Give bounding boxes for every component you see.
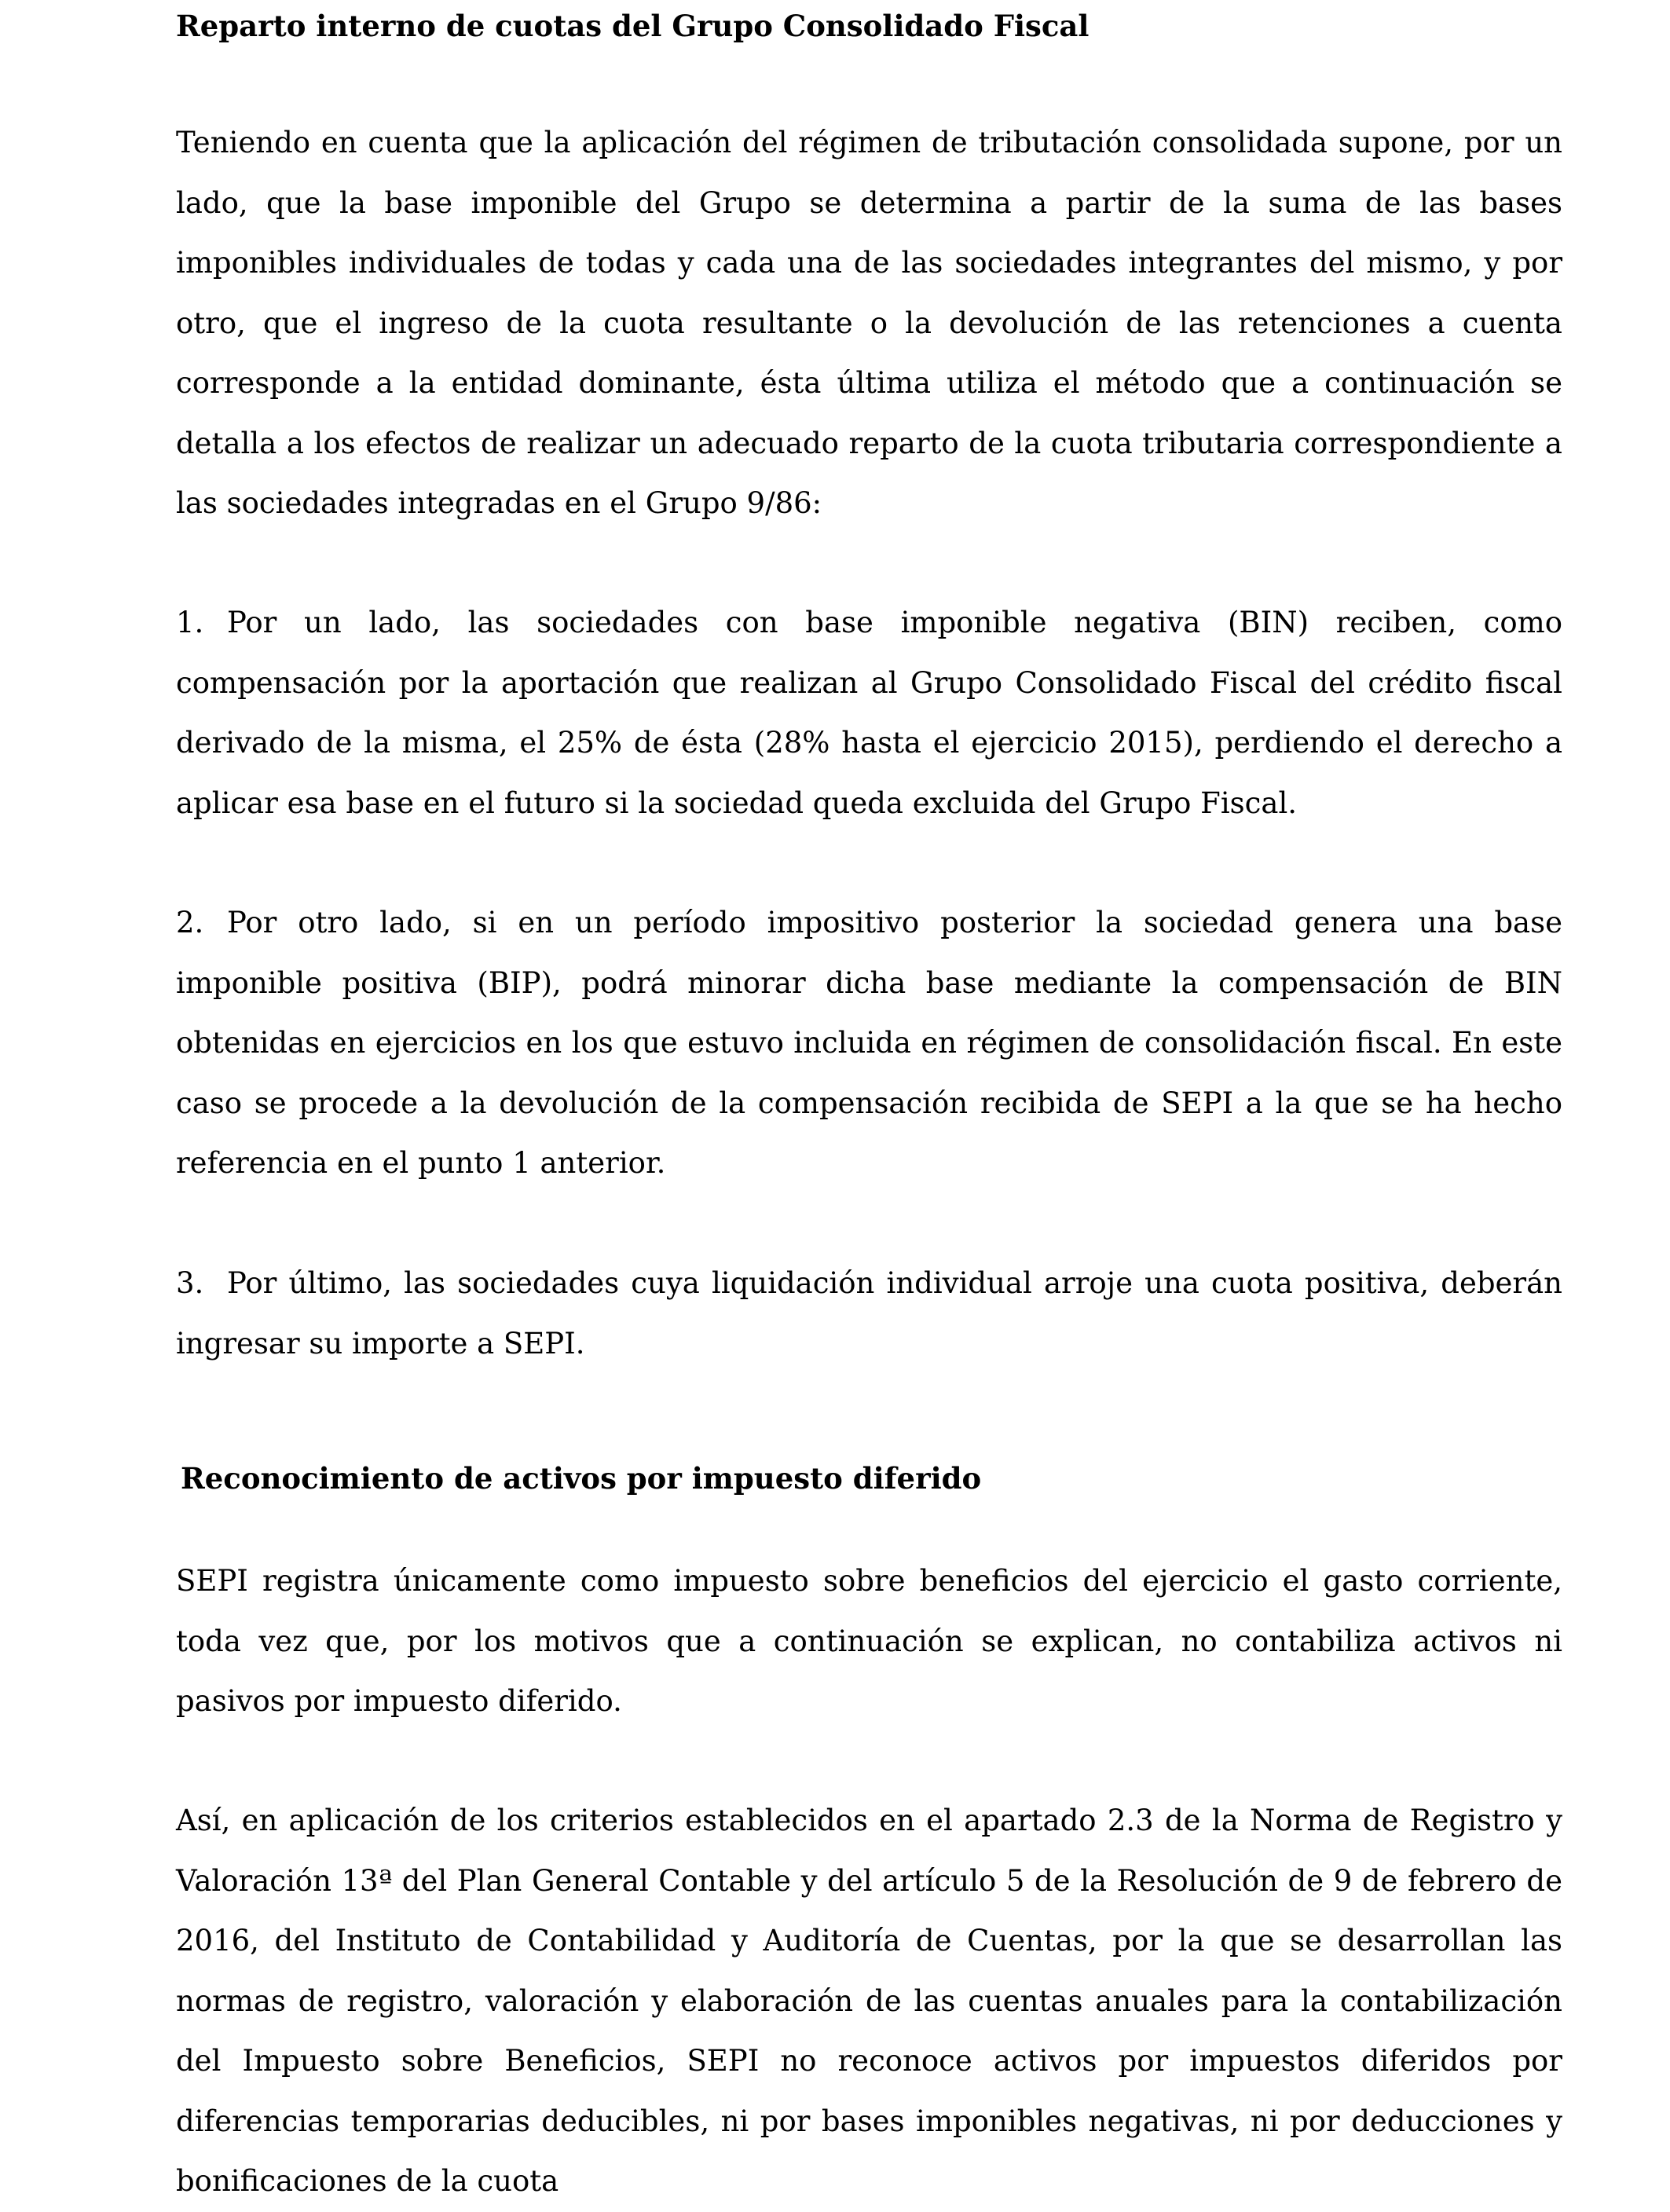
list-number: 2. xyxy=(176,906,204,939)
list-item-text: Por un lado, las sociedades con base imponible negativa (BIN) reciben, como compensación por la aportación que realizan al Grupo Consolidado Fiscal del crédito fiscal derivado de la misma, el 25% de ésta (28% hasta el ejercicio 2015), perdiendo el derecho a aplicar esa base en el futuro si la sociedad queda excluida del Grupo Fiscal. xyxy=(176,606,1562,820)
paragraph-sepi-registra: SEPI registra únicamente como impuesto sobre beneficios del ejercicio el gasto corriente, toda vez que, por los motivos que a continuación se explican, no contabiliza activos ni pasivos por impuesto diferido. xyxy=(176,1564,1562,1718)
list-item-1 xyxy=(176,593,1562,833)
section-heading-reparto: Reparto interno de cuotas del Grupo Consolidado Fiscal xyxy=(176,9,1090,43)
list-number: 1. xyxy=(176,606,204,639)
list-item-text: Por otro lado, si en un período impositivo posterior la sociedad genera una base imponible positiva (BIP), podrá minorar dicha base mediante la compensación de BIN obtenidas en ejercicios en los que estuvo incluida en régimen de consolidación fiscal. En este caso se procede a la devolución de la compensación recibida de SEPI a la que se ha hecho referencia en el punto 1 anterior. xyxy=(176,906,1562,1180)
intro-paragraph: Teniendo en cuenta que la aplicación del régimen de tributación consolidada supone, por un lado, que la base imponible del Grupo se determina a partir de la suma de las bases imponibles individuales de todas y cada una de las sociedades integrantes del mismo, y por otro, que el ingreso de la cuota resultante o la devolución de las retenciones a cuenta corresponde a la entidad dominante, ésta última utiliza el método que a continuación se detalla a los efectos de realizar un adecuado reparto de la cuota tributaria correspondiente a las sociedades integradas en el Grupo 9/86: xyxy=(176,126,1562,520)
document-page xyxy=(176,0,1562,2198)
list-number: 3. xyxy=(176,1266,204,1300)
list-item-3 xyxy=(176,1254,1562,1374)
list-item-text: Por último, las sociedades cuya liquidación individual arroje una cuota positiva, deberán ingresar su importe a SEPI. xyxy=(176,1266,1562,1361)
section-heading-activos: Reconocimiento de activos por impuesto diferido xyxy=(181,1461,982,1496)
list-item-2 xyxy=(176,893,1562,1194)
paragraph-asi: Así, en aplicación de los criterios establecidos en el apartado 2.3 de la Norma de Registro y Valoración 13ª del Plan General Contable y del artículo 5 de la Resolución de 9 de febrero de 2016, del Instituto de Contabilidad y Auditoría de Cuentas, por la que se desarrollan las normas de registro, valoración y elaboración de las cuentas anuales para la contabilización del Impuesto sobre Beneficios, SEPI no reconoce activos por impuestos diferidos por diferencias temporarias deducibles, ni por bases imponibles negativas, ni por deducciones y bonificaciones de la cuota xyxy=(176,1804,1562,2198)
